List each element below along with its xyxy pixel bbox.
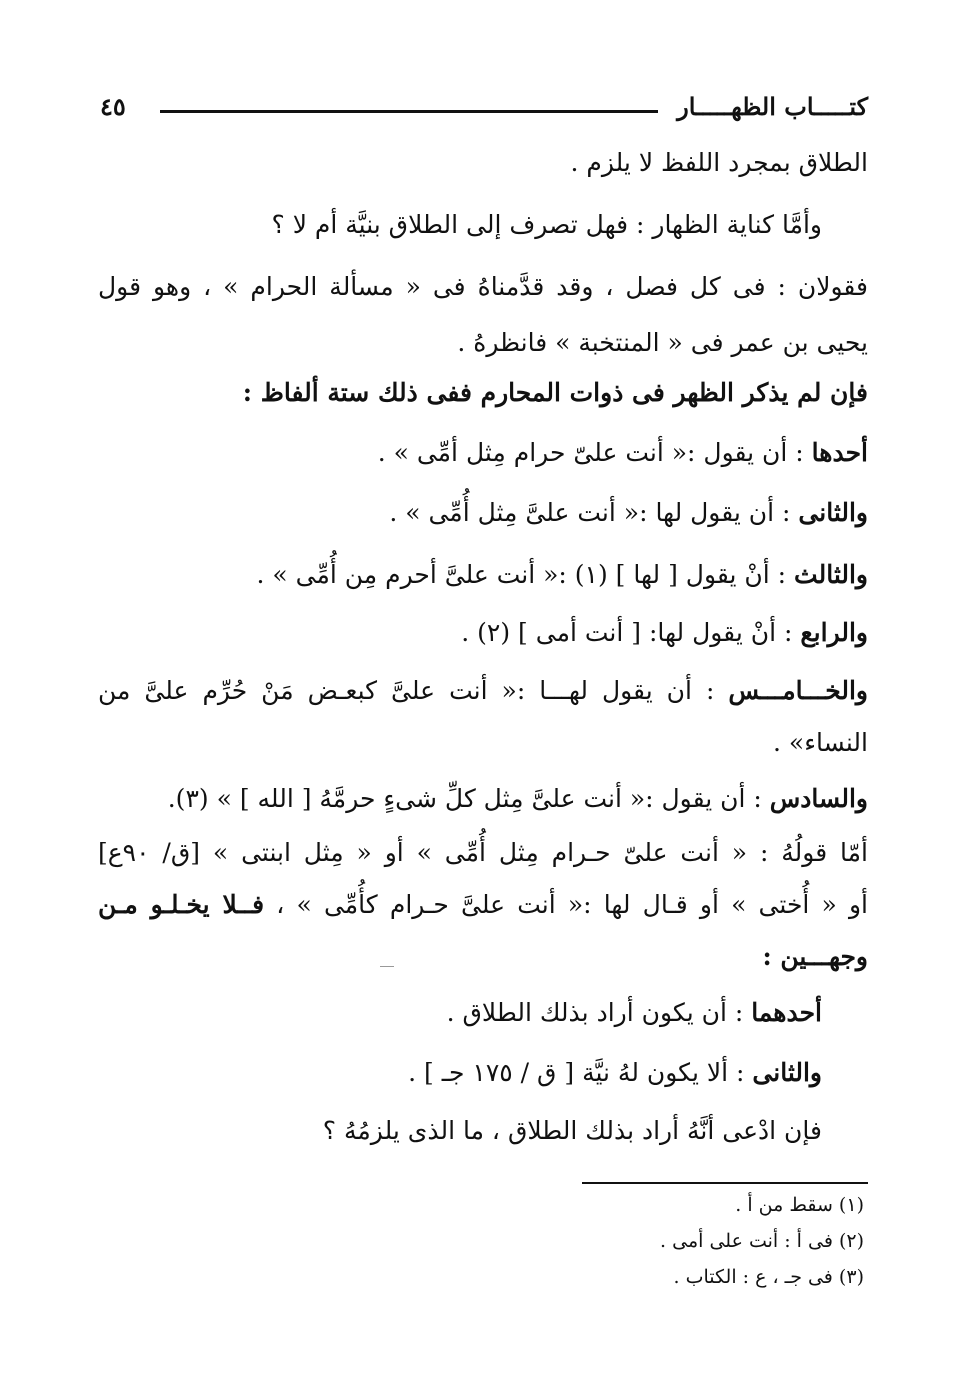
text-line-14 xyxy=(98,890,868,919)
ordinal-label: والثانى xyxy=(752,1058,822,1087)
line-content: : أنْ يقول لها: [ أنت أمى ] (٢) . xyxy=(461,618,801,647)
footnote-1: (١) سقط من أ . xyxy=(735,1194,864,1216)
page-header xyxy=(100,92,868,128)
header-rule xyxy=(160,110,658,113)
line-content: : أنْ يقول [ لها ] (١) :« أنت علىَّ أحرم مِن أُمِّى » . xyxy=(256,560,795,589)
text-line-18: فإن ادْعى أنَّهُ أراد بذلك الطلاق ، ما الذى يلزمُهُ ؟ xyxy=(322,1116,822,1145)
text-line-9 xyxy=(461,618,868,647)
text-line-3: فقولان : فى كل فصل ، وقد قدَّمناهُ فى « مسألة الحرام » ، وهو قول xyxy=(98,272,868,301)
ordinal-label: والسادس xyxy=(769,784,868,813)
footnote-2: (٢) فى أ : أنت على أمى . xyxy=(660,1230,864,1252)
ordinal-label: والخـــامـــس xyxy=(728,676,868,705)
text-line-13: أمّا قولُهُ : « أنت علىّ حـرام مِثل أُمِّى » أو « مِثل ابنتى » [ق/ ٩٠ع] xyxy=(98,838,868,867)
line-content: : ألا يكون لهُ نيَّة [ ق / ١٧٥ جـ ] . xyxy=(408,1058,753,1087)
line-content: : أن يقول :« أنت علىَّ مِثل كلِّ شىءٍ حرمَّهُ [ الله ] » (٣). xyxy=(167,784,770,813)
text-line-5: فإن لم يذكر الظهر فى ذوات المحارم ففى ذلك ستة ألفاظ : xyxy=(242,378,868,407)
text-line-12 xyxy=(168,784,868,813)
ordinal-label: والرابع xyxy=(800,618,868,647)
text-line-17 xyxy=(408,1058,822,1087)
line-content: أو « أُختى » أو قـال لها :« أنت علىَّ حـرام كأُمِّى » ، xyxy=(264,890,868,919)
text-line-10 xyxy=(98,676,868,705)
text-line-8 xyxy=(256,560,868,589)
footnote-rule xyxy=(582,1182,868,1184)
footnote-3: (٣) فى جـ ، ع : الكتاب . xyxy=(673,1266,864,1288)
text-line-7 xyxy=(389,498,868,527)
line-content: : أن يقول :« أنت علىّ حرام مِثل أمِّى » . xyxy=(377,438,812,467)
text-line-16 xyxy=(447,998,822,1027)
line-content: : أن يكون أراد بذلك الطلاق . xyxy=(446,998,752,1027)
text-line-6 xyxy=(378,438,868,467)
ordinal-label: والثالث xyxy=(794,560,868,589)
scan-mark xyxy=(380,966,394,967)
text-line-11: النساء» . xyxy=(773,728,868,757)
text-line-1: الطلاق بمجرد اللفظ لا يلزم . xyxy=(570,148,868,177)
text-line-4: يحيى بن عمر فى « المنتخبة » فانظرهُ . xyxy=(457,328,868,357)
line-content: : أن يقول لهـــا :« أنت علىَّ كبعـض مَنْ حُرِّم علىَّ من xyxy=(98,676,729,705)
text-line-15: وجهـــين : xyxy=(762,942,868,971)
bold-phrase: فــلا يخـلـو مـن xyxy=(98,890,265,919)
line-content: : أن يقول لها :« أنت علىَّ مِثل أُمِّى » . xyxy=(389,498,799,527)
ordinal-label: أحدها xyxy=(811,438,868,467)
ordinal-label: والثانى xyxy=(798,498,868,527)
running-title: كتـــــاب الظهـــــار xyxy=(677,92,868,121)
ordinal-label: أحدهما xyxy=(751,998,822,1027)
page-number: ٤٥ xyxy=(100,92,126,121)
text-line-2: وأمَّا كناية الظهار : فهل تصرف إلى الطلاق بنيَّة أم لا ؟ xyxy=(271,210,822,239)
